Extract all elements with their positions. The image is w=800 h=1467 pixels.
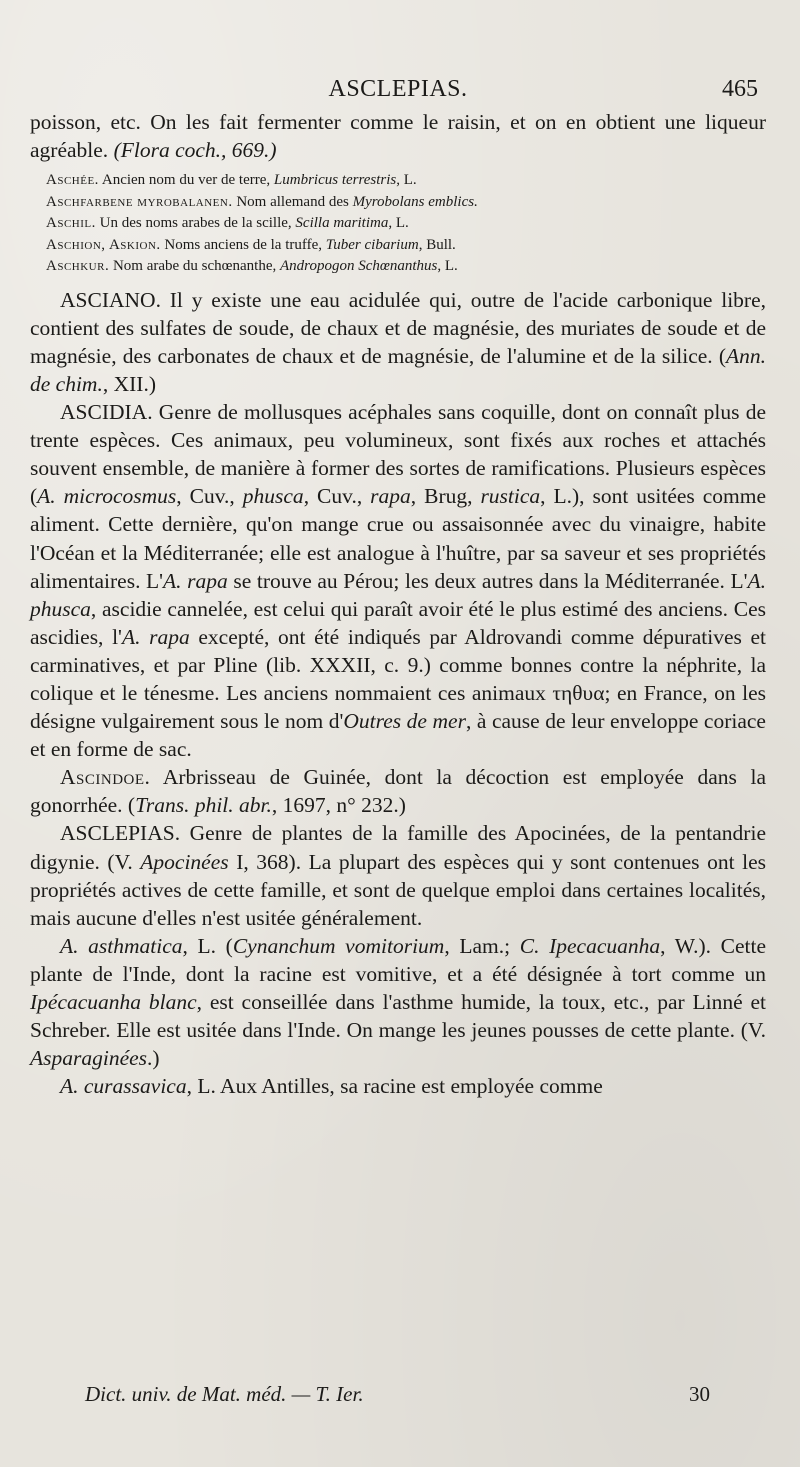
entry-text: , est conseillée dans l'asthme humide, la toux, etc., par Linné et Schreber. Elle est usitée dans l'Inde. On mange les jeunes pousses de cette plante. (V. bbox=[30, 990, 766, 1043]
small-entry-term: Aschfarbene myrobalanen. bbox=[46, 193, 233, 210]
intro-paragraph bbox=[30, 108, 766, 164]
entry-ascindoe bbox=[30, 763, 766, 819]
entry-text: , L. ( bbox=[182, 933, 233, 958]
latin-name: rapa bbox=[370, 484, 411, 509]
small-entry bbox=[46, 192, 766, 214]
entry-term: ASCIANO. bbox=[60, 287, 161, 312]
entry-curassavica bbox=[30, 1072, 766, 1100]
citation-open: ( bbox=[718, 343, 726, 368]
small-entry-latin: Tuber cibarium bbox=[325, 236, 419, 253]
footer-signature: Dict. univ. de Mat. méd. — T. Ier. bbox=[85, 1382, 364, 1406]
entry-text: .) bbox=[147, 1046, 160, 1071]
latin-name: phusca bbox=[242, 484, 304, 509]
latin-name: A. curassavica bbox=[60, 1074, 187, 1099]
latin-name: C. Ipecacuanha bbox=[519, 933, 661, 958]
small-entries-list bbox=[30, 170, 766, 278]
latin-name: A. phusca bbox=[30, 568, 766, 621]
entry-ascidia bbox=[30, 398, 766, 763]
small-entry bbox=[46, 235, 766, 257]
intro-text: poisson, etc. On les fait fermenter comme le raisin, et on en obtient une liqueur agréable. bbox=[30, 110, 766, 163]
latin-name: Asparaginées bbox=[30, 1046, 148, 1071]
small-entry bbox=[46, 213, 766, 235]
latin-name: Apocinées bbox=[140, 849, 229, 874]
small-entry-text: Ancien nom du ver de terre, bbox=[101, 172, 271, 189]
small-entry-text: Un des noms arabes de la scille, bbox=[99, 215, 292, 232]
entry-text: Arbrisseau de Guinée, dont la décoction est employée dans la gonorrhée. ( bbox=[30, 765, 766, 818]
small-entry-latin: Lumbricus terrestris bbox=[273, 172, 397, 189]
entry-text: , ascidie cannelée, est celui qui paraît avoir été le plus estimé des anciens. Ces ascidies, l' bbox=[30, 596, 766, 649]
entry-text: , Lam.; bbox=[444, 933, 511, 958]
entry-text: se trouve au Pérou; les deux autres dans la Méditerranée. L' bbox=[233, 568, 748, 593]
small-entry-latin: Scilla maritima bbox=[295, 215, 389, 232]
entry-text: , Brug, bbox=[410, 484, 473, 509]
page-header bbox=[30, 76, 766, 108]
entry-asthmatica bbox=[30, 932, 766, 1072]
entry-text: , L.), sont usitées comme aliment. Cette dernière, qu'on mange crue ou assaisonnée avec du vinaigre, habite l'Océan et la Méditerranée; elle est analogue à l'huître, par sa saveur et ses propriétés alimentaires. L' bbox=[30, 484, 767, 593]
citation-title: Ann. de chim. bbox=[30, 343, 766, 396]
latin-name: Ipécacuanha blanc bbox=[30, 990, 197, 1015]
latin-name: rustica bbox=[480, 484, 541, 509]
entry-text: , W.). Cette plante de l'Inde, dont la racine est vomitive, et a été désignée à tort comme un bbox=[30, 933, 767, 986]
entry-term: ASCLEPIAS. bbox=[60, 821, 181, 846]
entry-text: , Cuv., bbox=[176, 484, 235, 509]
footer-sheet-number: 30 bbox=[689, 1382, 710, 1406]
entry-text: I, 368). La plupart des espèces qui y sont contenues ont les propriétés actives de cette famille, et sont de quelque emploi dans certaines localités, mais aucune d'elles n'est usitée généralement. bbox=[30, 849, 766, 930]
small-entry-auth: , L. bbox=[396, 172, 417, 189]
small-entry-latin: Andropogon Schœnanthus bbox=[280, 258, 438, 275]
latin-name: A. rapa bbox=[163, 568, 228, 593]
entry-text: , à cause de leur enveloppe coriace et en forme de sac. bbox=[30, 709, 766, 762]
small-entry-text: Nom arabe du schœnanthe, bbox=[112, 258, 277, 275]
entry-term: ASCIDIA. bbox=[60, 400, 153, 425]
citation-rest: , XII.) bbox=[102, 371, 156, 396]
small-entry bbox=[46, 170, 766, 192]
intro-citation: (Flora coch., 669.) bbox=[113, 138, 277, 163]
entry-asciano bbox=[30, 286, 766, 398]
running-title: ASCLEPIAS. bbox=[328, 76, 468, 102]
citation-title: Trans. phil. abr. bbox=[135, 793, 272, 818]
small-entry-text: Nom allemand des bbox=[236, 193, 349, 210]
page-number: 465 bbox=[722, 76, 758, 102]
small-entry-latin: Myrobolans emblics. bbox=[352, 193, 478, 210]
entry-term: Ascindoe. bbox=[60, 765, 151, 790]
small-entry-term: Aschée. bbox=[46, 172, 99, 189]
latin-name: A. microcosmus bbox=[37, 484, 177, 509]
entry-text: Il y existe une eau acidulée qui, outre de l'acide carbonique libre, contient des sulfates de soude, de chaux et de magnésie, des muriates de soude et de magnésie, des carbonates de chaux et de magnésie, de l'alumine et de la silice. bbox=[30, 287, 766, 368]
entry-asclepias bbox=[30, 819, 766, 931]
entry-text: excepté, ont été indiqués par Aldrovandi comme dépuratives et carminatives, et par Pline (lib. XXXII, c. 9.) comme bonnes contre la néphrite, la colique et le ténesme. Les anciens nommaient ces animaux τηθυα; en France, on les désigne vulgairement sous le nom d' bbox=[30, 624, 767, 734]
latin-name: Outres de mer bbox=[343, 709, 466, 734]
small-entry-auth: , L. bbox=[437, 258, 458, 275]
small-entry bbox=[46, 256, 766, 278]
small-entry-term: Aschil. bbox=[46, 215, 96, 232]
entry-text: , L. Aux Antilles, sa racine est employée comme bbox=[186, 1074, 603, 1099]
small-entry-auth: , Bull. bbox=[418, 236, 456, 253]
small-entry-term: Aschkur. bbox=[46, 258, 110, 275]
citation-rest: , 1697, n° 232.) bbox=[271, 793, 406, 818]
small-entry-auth: , L. bbox=[388, 215, 409, 232]
latin-name: Cynanchum vomitorium bbox=[232, 933, 445, 958]
latin-name: A. rapa bbox=[121, 624, 190, 649]
small-entry-term: Aschion, Askion. bbox=[46, 236, 161, 253]
entry-text: Genre de plantes de la famille des Apocinées, de la pentandrie digynie. (V. bbox=[30, 821, 766, 874]
entry-text: , Cuv., bbox=[303, 484, 363, 509]
latin-name: A. asthmatica bbox=[60, 933, 183, 958]
small-entry-text: Noms anciens de la truffe, bbox=[164, 236, 322, 253]
entry-text: Genre de mollusques acéphales sans coquille, dont on connaît plus de trente espèces. Ces animaux, peu volumineux, sont fixés aux roches et attachés souvent ensemble, de manière à former des sortes de ramifications. Plusieurs espèces ( bbox=[30, 400, 766, 509]
